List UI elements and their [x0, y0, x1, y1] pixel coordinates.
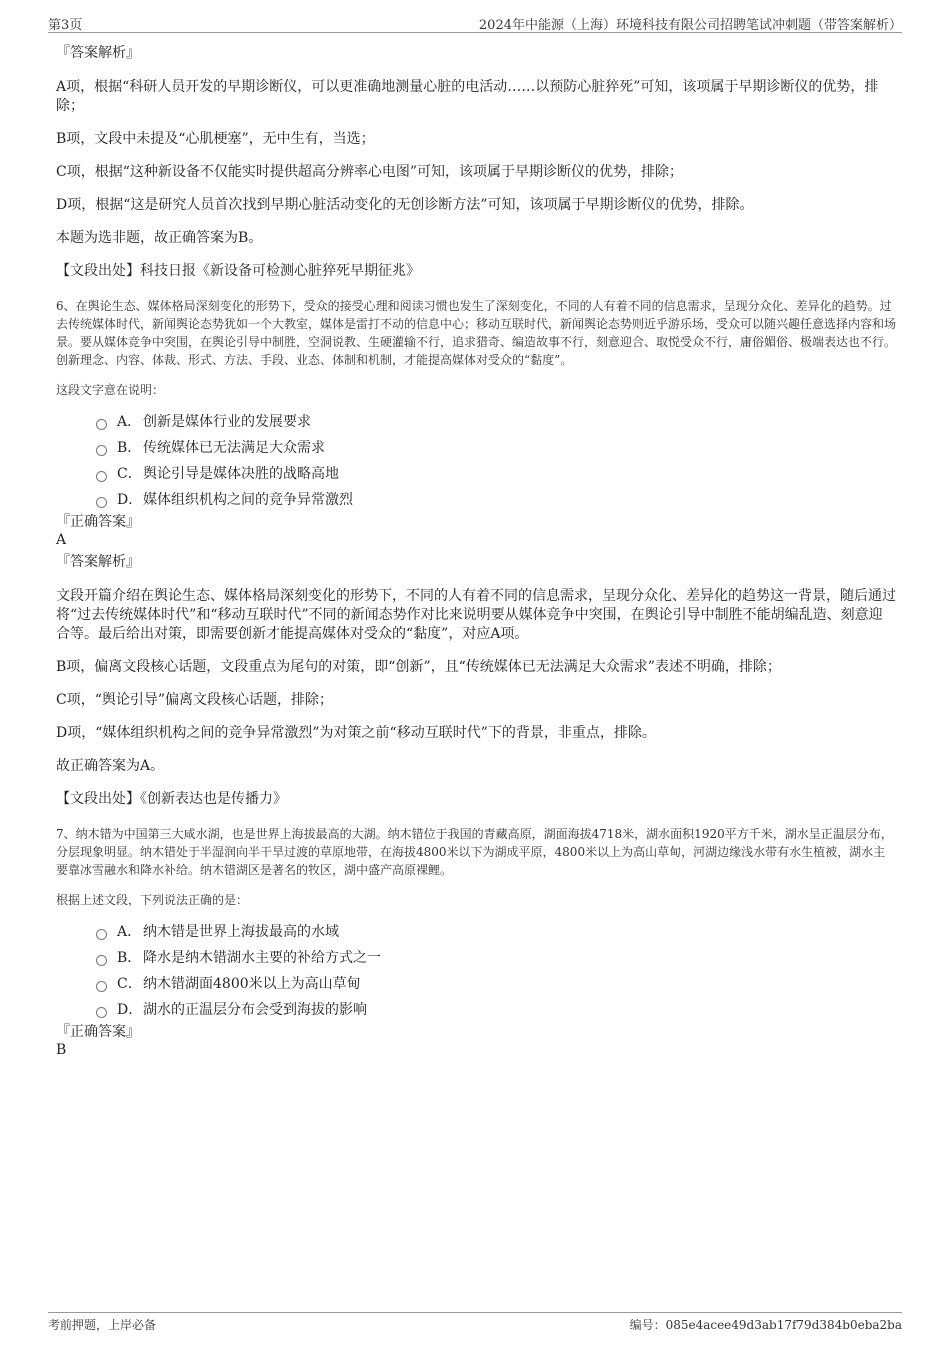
q7-question: 根据上述文段，下列说法正确的是：	[56, 893, 249, 907]
q6-options	[96, 409, 896, 513]
radio-icon[interactable]	[96, 981, 107, 992]
q7-option-b[interactable]	[96, 945, 896, 971]
radio-icon[interactable]	[96, 955, 107, 966]
option-text: 湖水的正温层分布会受到海拔的影响	[143, 1002, 367, 1018]
q6-conclusion: 故正确答案为A。	[56, 758, 165, 774]
radio-icon[interactable]	[96, 445, 107, 456]
option-letter: A．	[117, 414, 142, 430]
option-letter: C．	[117, 976, 142, 992]
q6-stem: 6、在舆论生态、媒体格局深刻变化的形势下，受众的接受心理和阅读习惯也发生了深刻变化，不同的人有着不同的信息需求，呈现分众化、差异化的趋势。过去传统媒体时代，新闻舆论态势犹如一个大教室，媒体是雷打不动的信息中心；移动互联时代，新闻舆论态势则近乎游乐场，受众可以随兴趣任意选择内容和场景。要从媒体竞争中突围，在舆论引导中制胜，空洞说教、生硬灌输不行，追求猎奇、编造故事不行，刻意迎合、取悦受众不行，庸俗媚俗、极端表达也不行。创新理念、内容、体裁、形式、方法、手段、业态、体制和机制，才能提高媒体对受众的“黏度”。	[56, 299, 897, 367]
radio-icon[interactable]	[96, 1007, 107, 1018]
q7-option-c[interactable]	[96, 971, 896, 997]
footer-slogan: 考前押题，上岸必备	[48, 1318, 157, 1332]
q7-option-a[interactable]	[96, 919, 896, 945]
document-id: 编号：085e4acee49d3ab17f79d384b0eba2ba	[629, 1318, 902, 1332]
option-text: 纳木错湖面4800米以上为高山草甸	[143, 976, 361, 992]
option-letter: D．	[117, 1002, 143, 1018]
q6-analysis-label: 『答案解析』	[56, 554, 140, 570]
q6-option-a[interactable]	[96, 409, 896, 435]
option-text: 传统媒体已无法满足大众需求	[143, 440, 325, 456]
q5-analysis-d: D项，根据“这是研究人员首次找到早期心脏活动变化的无创诊断方法”可知，该项属于早期诊断仪的优势，排除。	[56, 197, 754, 213]
option-text: 舆论引导是媒体决胜的战略高地	[143, 466, 339, 482]
option-letter: C．	[117, 466, 142, 482]
option-text: 纳木错是世界上海拔最高的水域	[143, 924, 339, 940]
q5-source: 【文段出处】科技日报《新设备可检测心脏猝死早期征兆》	[56, 263, 420, 279]
option-letter: A．	[117, 924, 142, 940]
q6-analysis-b: B项，偏离文段核心话题，文段重点为尾句的对策，即“创新”，且“传统媒体已无法满足大众需求”表述不明确，排除；	[56, 659, 781, 675]
radio-icon[interactable]	[96, 497, 107, 508]
q5-analysis-label: 『答案解析』	[56, 45, 140, 61]
option-text: 创新是媒体行业的发展要求	[143, 414, 311, 430]
q6-analysis-d: D项，“媒体组织机构之间的竞争异常激烈”为对策之前“移动互联时代”下的背景，非重点，排除。	[56, 725, 656, 741]
option-text: 降水是纳木错湖水主要的补给方式之一	[143, 950, 381, 966]
q7-answer: B	[56, 1042, 67, 1058]
q6-analysis-c: C项，“舆论引导”偏离文段核心话题，排除；	[56, 692, 334, 708]
radio-icon[interactable]	[96, 929, 107, 940]
q6-answer-label: 『正确答案』	[56, 514, 140, 530]
radio-icon[interactable]	[96, 471, 107, 482]
q7-option-d[interactable]	[96, 997, 896, 1023]
q6-analysis-main: 文段开篇介绍在舆论生态、媒体格局深刻变化的形势下，不同的人有着不同的信息需求，呈现分众化、差异化的趋势这一背景，随后通过将“过去传统媒体时代”和“移动互联时代”不同的新闻态势作对比来说明要从媒体竞争中突围，在舆论引导中制胜不能胡编乱造、刻意迎合等。最后给出对策，即需要创新才能提高媒体对受众的“黏度”，对应A项。	[56, 588, 896, 642]
page-footer	[48, 1312, 902, 1334]
q6-option-d[interactable]	[96, 487, 896, 513]
q5-analysis-c: C项，根据“这种新设备不仅能实时提供超高分辨率心电图”可知，该项属于早期诊断仪的优势，排除；	[56, 164, 684, 180]
page-content	[56, 44, 896, 1059]
q6-option-c[interactable]	[96, 461, 896, 487]
q6-answer: A	[56, 532, 67, 548]
q6-source: 【文段出处】《创新表达也是传播力》	[56, 791, 287, 807]
radio-icon[interactable]	[96, 419, 107, 430]
q6-option-b[interactable]	[96, 435, 896, 461]
option-letter: B．	[117, 950, 142, 966]
document-title: 2024年中能源（上海）环境科技有限公司招聘笔试冲刺题（带答案解析）	[478, 18, 902, 33]
q7-answer-label: 『正确答案』	[56, 1024, 140, 1040]
q5-analysis-b: B项，文段中未提及“心肌梗塞”，无中生有，当选；	[56, 131, 375, 147]
page-number: 第3页	[48, 18, 83, 33]
page-header	[48, 14, 902, 33]
q6-question: 这段文字意在说明：	[56, 383, 165, 397]
option-letter: B．	[117, 440, 142, 456]
q7-options	[96, 919, 896, 1023]
q5-analysis-a: A项，根据“科研人员开发的早期诊断仪，可以更准确地测量心脏的电活动……以预防心脏猝死”可知，该项属于早期诊断仪的优势，排除；	[56, 79, 879, 114]
option-text: 媒体组织机构之间的竞争异常激烈	[143, 492, 353, 508]
q5-conclusion: 本题为选非题，故正确答案为B。	[56, 230, 263, 246]
option-letter: D．	[117, 492, 143, 508]
q7-stem: 7、纳木错为中国第三大咸水湖，也是世界上海拔最高的大湖。纳木错位于我国的青藏高原，湖面海拔4718米，湖水面积1920平方千米，湖水呈正温层分布，分层现象明显。纳木错处于半湿润向半干旱过渡的草原地带，在海拔4800米以下为湖成平原，4800米以上为高山草甸，河湖边缘浅水带有水生植被，湖水主要靠冰雪融水和降水补给。纳木错湖区是著名的牧区，湖中盛产高原裸鲤。	[56, 827, 893, 877]
